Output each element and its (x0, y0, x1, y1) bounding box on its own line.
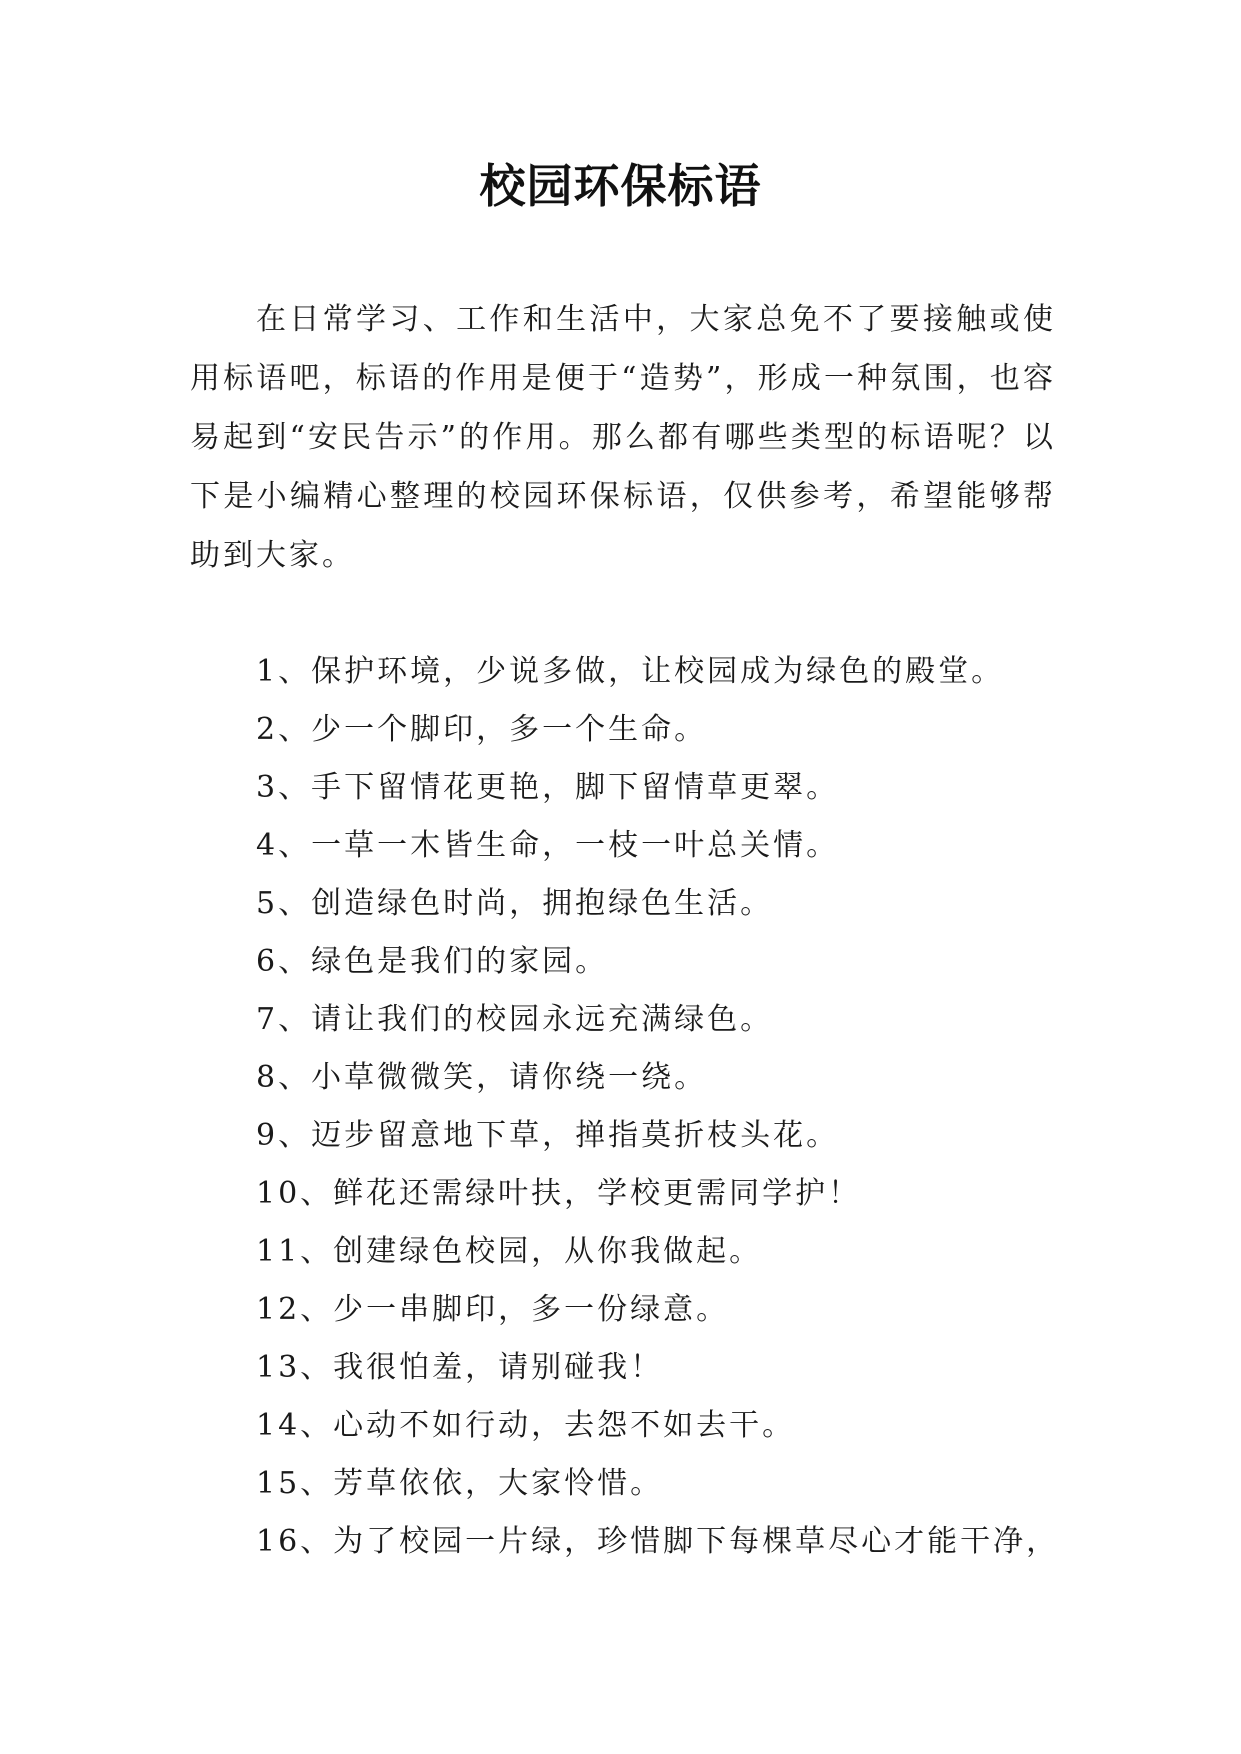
slogan-item: 6、绿色是我们的家园。 (256, 944, 609, 979)
slogan-item: 16、为了校园一片绿，珍惜脚下每棵草尽心才能干净， (256, 1524, 1060, 1559)
slogan-item: 8、小草微微笑，请你绕一绕。 (256, 1060, 708, 1095)
slogan-item: 5、创造绿色时尚，拥抱绿色生活。 (256, 886, 774, 921)
slogan-list (256, 643, 1156, 1571)
slogan-item: 9、迈步留意地下草，掸指莫折枝头花。 (256, 1118, 840, 1153)
slogan-item: 14、心动不如行动，去怨不如去干。 (256, 1408, 796, 1443)
intro-paragraph: 在日常学习、工作和生活中，大家总免不了要接触或使用标语吧，标语的作用是便于“造势”，形成一种氛围，也容易起到“安民告示”的作用。那么都有哪些类型的标语呢？以下是小编精心整理的校园环保标语，仅供参考，希望能够帮助到大家。 (190, 302, 1056, 573)
slogan-item: 10、鲜花还需绿叶扶，学校更需同学护！ (256, 1176, 862, 1211)
document-title: 校园环保标语 (479, 159, 762, 213)
slogan-item: 13、我很怕羞，请别碰我！ (256, 1350, 664, 1385)
slogan-item: 11、创建绿色校园，从你我做起。 (256, 1234, 763, 1269)
slogan-item: 4、一草一木皆生命，一枝一叶总关情。 (256, 828, 840, 863)
slogan-item: 1、保护环境，少说多做，让校园成为绿色的殿堂。 (256, 654, 1005, 689)
slogan-item: 3、手下留情花更艳，脚下留情草更翠。 (256, 770, 840, 805)
slogan-item: 15、芳草依依，大家怜惜。 (256, 1466, 664, 1501)
slogan-item: 7、请让我们的校园永远充满绿色。 (256, 1002, 774, 1037)
slogan-item: 12、少一串脚印，多一份绿意。 (256, 1292, 730, 1327)
slogan-item: 2、少一个脚印，多一个生命。 (256, 712, 708, 747)
